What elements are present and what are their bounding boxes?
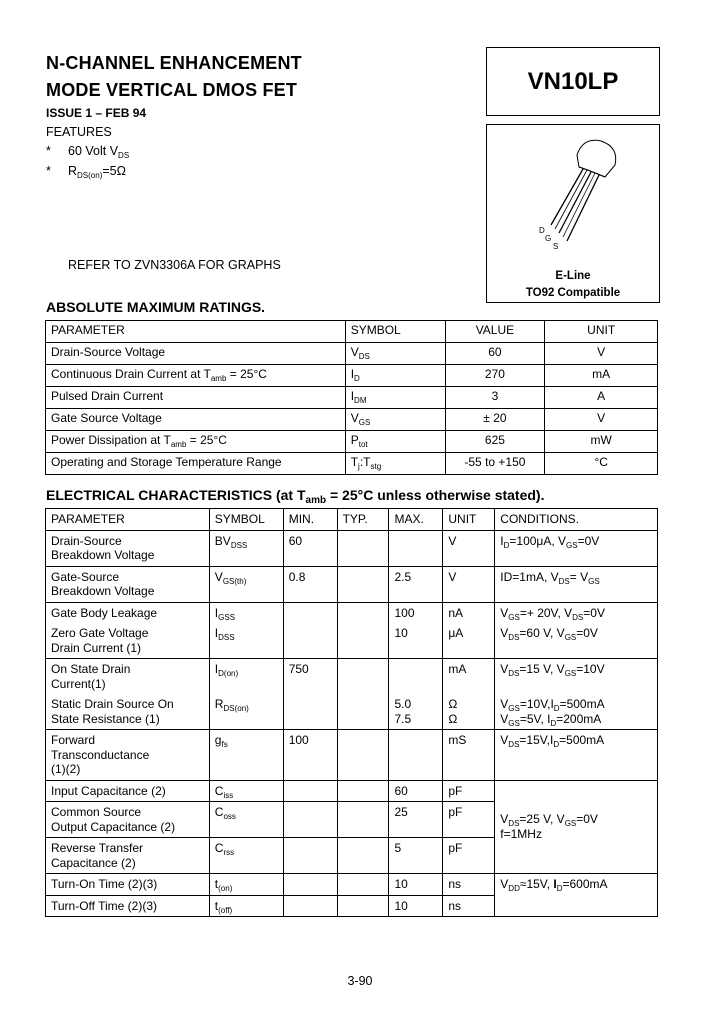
abs-max-heading: ABSOLUTE MAXIMUM RATINGS.	[46, 299, 266, 315]
package-label-1: E-Line	[555, 270, 591, 282]
table-row: On State Drain Current(1) $I_{D(on)}$ 750 mA $V_{DS}=15$ V, $V_{GS}=10V$	[46, 659, 658, 695]
features-section: FEATURES * 60 Volt $V_{DS}$ * $R_{DS(on)}=5\Omega$	[46, 125, 130, 180]
table-row: Operating and Storage Temperature Range $T_j:T_{stg}$ -55 to +150 °C	[46, 453, 658, 475]
table-header-row: PARAMETER SYMBOL VALUE UNIT	[46, 321, 658, 343]
table-row: Drain-Source Voltage $V_{DS}$ 60 V	[46, 343, 658, 365]
table-row: Gate Body Leakage $I_{GSS}$ 100 nA $V_{GS}=+ 20V$, $V_{DS}=0V$	[46, 602, 658, 623]
table-row: Reverse Transfer Capacitance (2) $C_{rss}$ 5 pF	[46, 838, 658, 874]
table-row: Turn-Off Time (2)(3) $t_{(off)}$ 10 ns	[46, 895, 658, 917]
table-row: Gate-Source Breakdown Voltage $V_{GS(th)}$ 0.8 2.5 V ID=1mA, $V_{DS}= V_{GS}$	[46, 566, 658, 602]
package-box	[486, 124, 660, 303]
title-line-2: MODE VERTICAL DMOS FET	[46, 80, 298, 100]
table-row: Zero Gate Voltage Drain Current (1) $I_{DSS}$ 10 μA $V_{DS}=60$ V, $V_{GS}=0V$	[46, 623, 658, 659]
abs-max-table	[45, 320, 658, 475]
to92-package-icon	[487, 125, 659, 255]
pin-label-d: D	[539, 226, 545, 235]
table-row: Input Capacitance (2) $C_{iss}$ 60 pF $V_{DS}=25$ V, $V_{GS}=0V$ f=1MHz	[46, 780, 658, 802]
part-number: VN10LP	[527, 67, 619, 95]
issue-line: ISSUE 1 – FEB 94	[46, 106, 147, 120]
title-line-1: N-CHANNEL ENHANCEMENT	[46, 53, 302, 73]
table-row: Common Source Output Capacitance (2) $C_{oss}$ 25 pF	[46, 802, 658, 838]
page-title	[46, 50, 302, 104]
bullet: *	[46, 164, 51, 178]
refer-note: REFER TO ZVN3306A FOR GRAPHS	[68, 258, 281, 272]
table-header-row: PARAMETER SYMBOL MIN. TYP. MAX. UNIT CONDITIONS.	[46, 509, 658, 531]
table-row: Drain-Source Breakdown Voltage $BV_{DSS}$ 60 V $I_D=100\mu A$, $V_{GS}=0V$	[46, 530, 658, 566]
table-row: Turn-On Time (2)(3) $t_{(on)}$ 10 ns $V_{DD}\approx 15V$, $I_D=600mA$	[46, 874, 658, 896]
table-row: Pulsed Drain Current $I_{DM}$ 3 A	[46, 387, 658, 409]
pin-label-g: G	[545, 234, 552, 243]
table-row: Gate Source Voltage $V_{GS}$ ± 20 V	[46, 409, 658, 431]
page-number: 3-90	[347, 974, 373, 988]
features-heading: FEATURES	[46, 125, 112, 139]
elec-table	[45, 508, 658, 917]
elec-heading: ELECTRICAL CHARACTERISTICS (at $T_{amb} = 25^\circ C$ unless otherwise stated).	[46, 487, 545, 506]
table-row: Continuous Drain Current at $T_{amb} = 25^\circ C$ $I_D$ 270 mA	[46, 365, 658, 387]
part-number-box	[486, 47, 660, 116]
table-row: Forward Transconductance (1)(2) $g_{fs}$ 100 mS $V_{DS}=15V,I_D=500mA$	[46, 730, 658, 781]
package-label-2: TO92 Compatible	[525, 287, 621, 299]
table-row: Static Drain Source On State Resistance (1) $R_{DS(on)}$ 5.0 7.5 Ω Ω $V_{GS}=10V,I_D=500mA$ $V_{GS}=5V$, $I_D=200mA$	[46, 694, 658, 730]
table-row: Power Dissipation at $T_{amb} = 25^\circ C$ $P_{tot}$ 625 mW	[46, 431, 658, 453]
bullet: *	[46, 144, 51, 158]
pin-label-s: S	[553, 242, 559, 251]
